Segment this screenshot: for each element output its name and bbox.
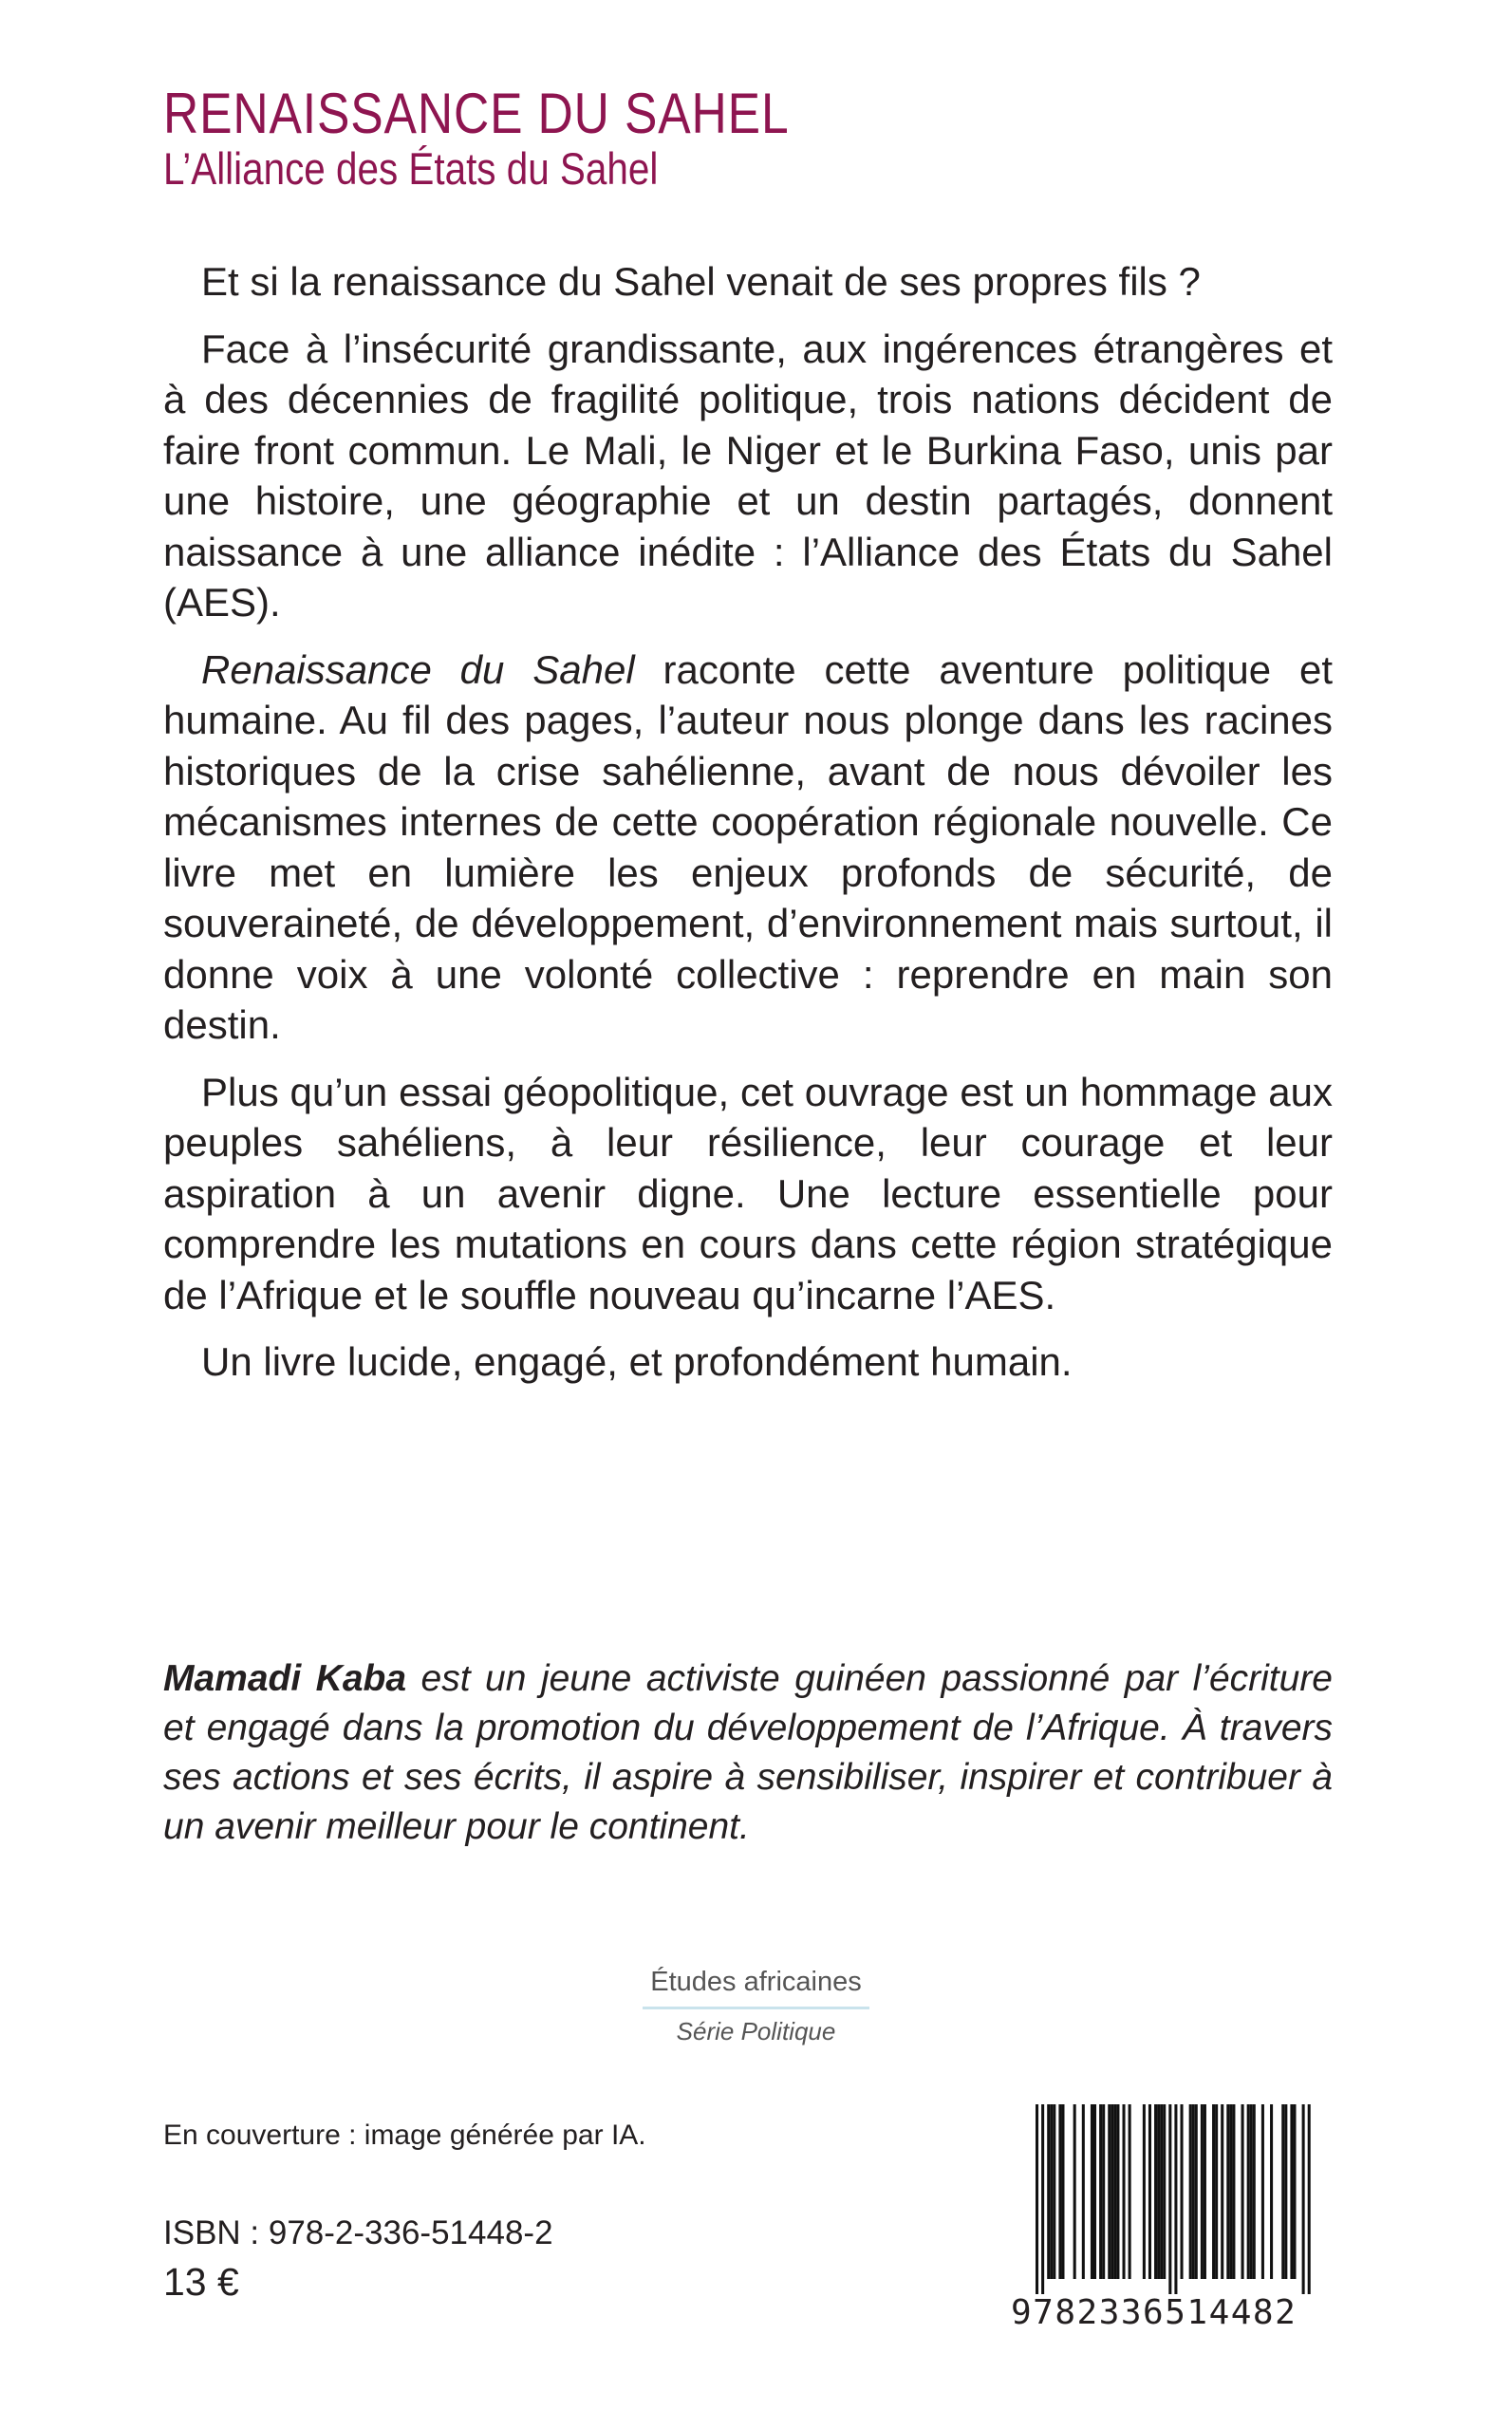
barcode	[1011, 2104, 1338, 2338]
blurb-paragraph-2: Face à l’insécurité grandissante, aux ingérences étrangères et à des décennies de fragilité politique, trois nations décident de faire front commun. Le Mali, le Niger et le Burkina Faso, unis par une histoire, une géographie et un destin partagés, donnent naissance à une alliance inédite : l’Alliance des États du Sahel (AES).	[163, 326, 1333, 625]
barcode-bar	[1308, 2104, 1311, 2294]
author-bio-text: est un jeune activiste guinéen passionné par l’écriture et engagé dans la promotion du développement de l’Afrique. À travers ses actions et ses écrits, il aspire à sensibiliser, inspirer et contribuer à un avenir meilleur pour le continent.	[163, 1658, 1333, 1847]
barcode-bar	[1281, 2104, 1284, 2279]
barcode-bar	[1099, 2104, 1102, 2279]
author-name: Mamadi Kaba	[163, 1658, 407, 1699]
blurb-paragraph-1: Et si la renaissance du Sahel venait de ses propres fils ?	[201, 259, 1201, 304]
barcode-bar	[1215, 2104, 1218, 2279]
barcode-bar	[1148, 2104, 1151, 2279]
barcode-bar	[1036, 2104, 1038, 2294]
isbn: ISBN : 978-2-336-51448-2	[163, 2214, 553, 2251]
barcode-bar	[1290, 2104, 1293, 2279]
barcode-bar	[1129, 2104, 1131, 2279]
cover-credit: En couverture : image générée par IA.	[163, 2120, 646, 2151]
barcode-bar	[1270, 2104, 1273, 2279]
barcode-bar	[1168, 2104, 1171, 2294]
series-block	[0, 1965, 1512, 2047]
barcode-bar	[1174, 2104, 1177, 2294]
author-bio	[163, 1654, 1333, 1852]
series-name: Études africaines	[643, 1965, 868, 2009]
blurb-paragraph-4: Plus qu’un essai géopolitique, cet ouvrage est un hommage aux peuples sahéliens, à leur résilience, leur courage et leur aspiration à un avenir digne. Une lecture essentielle pour comprendre les mutations en cours dans cette région stratégique de l’Afrique et le souffle nouveau qu’incarne l’AES.	[163, 1069, 1333, 1317]
barcode-bar	[1041, 2104, 1044, 2294]
barcode-bar	[1143, 2104, 1146, 2279]
barcode-bar	[1111, 2104, 1113, 2279]
barcode-bar	[1154, 2104, 1157, 2279]
barcode-bar	[1061, 2104, 1064, 2279]
blurb-paragraph-3-text: raconte cette aventure politique et humaine. Au fil des pages, l’auteur nous plonge dans les racines historiques de la crise sahélienne, avant de nous dévoiler les mécanismes internes de cette coopération régionale nouvelle. Ce livre met en lumière les enjeux profonds de sécurité, de souveraineté, de développement, d’environnement mais surtout, il donne voix à une volonté collective : reprendre en main son destin.	[163, 646, 1333, 1047]
barcode-bars	[1011, 2104, 1338, 2294]
barcode-bar	[1108, 2104, 1111, 2279]
barcode-bar	[1226, 2104, 1229, 2279]
barcode-bar	[1102, 2104, 1105, 2279]
barcode-bar	[1073, 2104, 1076, 2279]
book-title: RENAISSANCE DU SAHEL	[163, 82, 790, 145]
price: 13 €	[163, 2260, 239, 2304]
barcode-bar	[1302, 2104, 1305, 2294]
barcode-bar	[1116, 2104, 1119, 2279]
barcode-bar	[1163, 2104, 1166, 2279]
barcode-bar	[1253, 2104, 1256, 2279]
barcode-bar	[1250, 2104, 1253, 2279]
book-title-italic: Renaissance du Sahel	[201, 646, 635, 692]
barcode-bar	[1058, 2104, 1061, 2279]
barcode-bar	[1229, 2104, 1232, 2279]
book-subtitle: L’Alliance des États du Sahel	[163, 143, 659, 194]
barcode-bar	[1189, 2104, 1192, 2279]
barcode-bar	[1293, 2104, 1296, 2279]
barcode-bar	[1241, 2104, 1244, 2279]
barcode-bar	[1247, 2104, 1250, 2279]
barcode-bar	[1221, 2104, 1223, 2279]
barcode-bar	[1093, 2104, 1096, 2279]
barcode-number: 9782336514482	[1011, 2293, 1297, 2332]
barcode-bar	[1091, 2104, 1093, 2279]
barcode-bar	[1123, 2104, 1126, 2279]
barcode-bar	[1204, 2104, 1206, 2279]
barcode-bar	[1192, 2104, 1195, 2279]
barcode-bar	[1261, 2104, 1264, 2279]
barcode-bar	[1113, 2104, 1116, 2279]
barcode-bar	[1053, 2104, 1055, 2279]
barcode-bar	[1195, 2104, 1198, 2279]
barcode-bar	[1160, 2104, 1163, 2279]
barcode-bar	[1082, 2104, 1085, 2279]
barcode-bar	[1050, 2104, 1053, 2279]
barcode-bar	[1047, 2104, 1050, 2279]
barcode-bar	[1201, 2104, 1204, 2279]
series-subseries: Série Politique	[676, 2017, 836, 2045]
blurb-paragraph-5: Un livre lucide, engagé, et profondément humain.	[201, 1339, 1073, 1384]
blurb-paragraph-3	[163, 644, 1333, 1051]
barcode-bar	[1232, 2104, 1235, 2279]
back-cover-blurb	[163, 256, 1333, 1404]
barcode-bar	[1284, 2104, 1287, 2279]
barcode-bar	[1157, 2104, 1160, 2279]
barcode-bar	[1181, 2104, 1184, 2279]
barcode-bar	[1212, 2104, 1215, 2279]
